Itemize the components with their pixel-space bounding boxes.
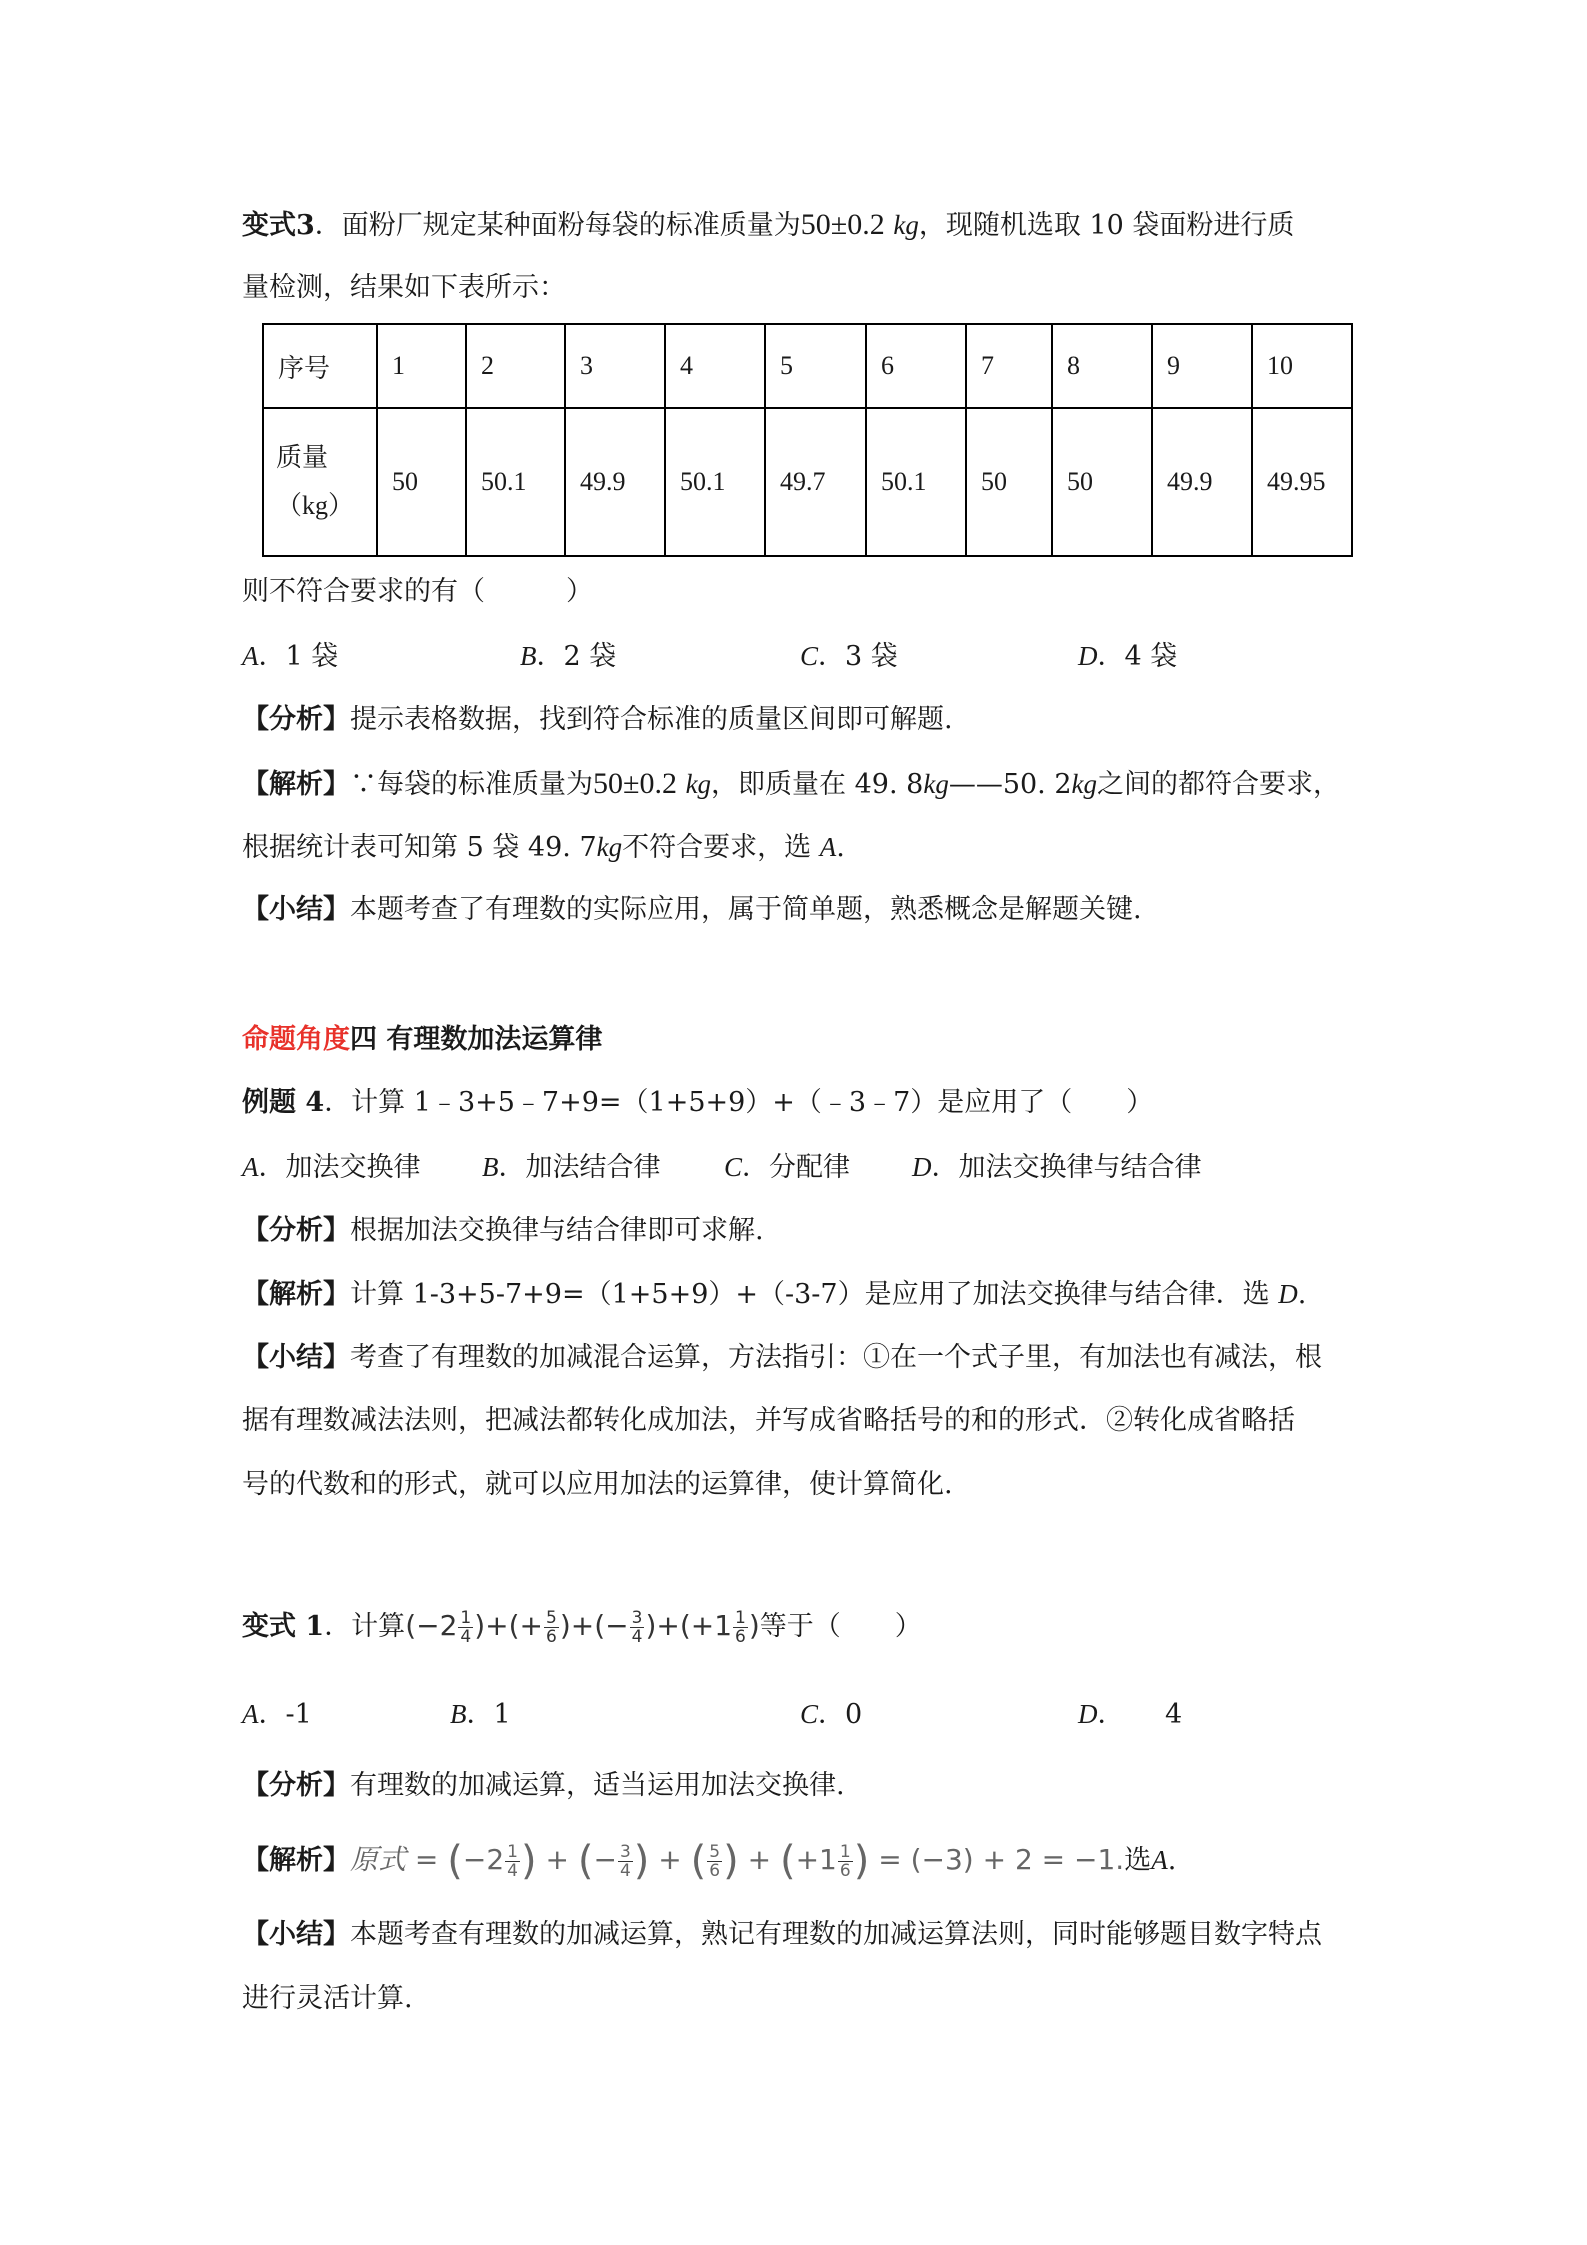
table-cell: 8 [1052, 324, 1152, 408]
section-heading: 命题角度四 有理数加法运算律 [242, 1024, 603, 1055]
table-cell: 49.9 [1152, 408, 1252, 556]
table-header-cell: 质量 （kg） [263, 408, 377, 556]
table-cell: 49.7 [765, 408, 866, 556]
option-b: B．2 袋 [520, 641, 617, 672]
option-a: A．加法交换律 [242, 1152, 421, 1183]
option-c: C．3 袋 [800, 641, 898, 672]
table-cell: 5 [765, 324, 866, 408]
table-row [263, 408, 1352, 556]
summary-line1: 【小结】本题考查有理数的加减运算，熟记有理数的加减运算法则，同时能够题目数字特点 [242, 1919, 1322, 1950]
option-c: C．0 [800, 1699, 863, 1730]
option-c: C．分配律 [724, 1152, 851, 1183]
mass-table [262, 323, 1353, 557]
solution-line: 【解析】原式 = (−2 $\frac{1}{4}$ ) + (− $\frac{3}{4}$ ) + ( $\frac{5}{6}$ ) + (+1 $\frac{1}{6}$ ) = (−3) + 2 = −1.选A. [242, 1838, 1177, 1884]
solution-line1: 【解析】∵每袋的标准质量为50±0.2 kg，即质量在 49. 8kg——50. 2kg之间的都符合要求， [242, 767, 1341, 800]
table-cell: 1 [377, 324, 466, 408]
solution-line2: 根据统计表可知第 5 袋 49. 7kg不符合要求，选 A. [242, 832, 845, 863]
mass-spec: 50±0.2 [800, 208, 885, 241]
analysis-line: 【分析】有理数的加减运算，适当运用加法交换律. [242, 1770, 845, 1801]
summary-line2: 进行灵活计算. [242, 1983, 413, 2014]
table-cell: 3 [565, 324, 665, 408]
table-cell: 50.1 [866, 408, 966, 556]
table-header-cell: 序号 [263, 324, 377, 408]
table-cell: 10 [1252, 324, 1352, 408]
summary-line2: 据有理数减法法则，把减法都转化成加法，并写成省略括号的和的形式．②转化成省略括 [242, 1405, 1295, 1436]
summary-line3: 号的代数和的形式，就可以应用加法的运算律，使计算简化. [242, 1469, 953, 1500]
table-cell: 49.95 [1252, 408, 1352, 556]
problem-variant3-line2: 量检测，结果如下表所示： [242, 272, 566, 303]
table-cell: 50.1 [466, 408, 565, 556]
solution-line: 【解析】计算 1-3+5-7+9=（1+5+9）+（-3-7）是应用了加法交换律与结合律．选 D. [242, 1279, 1307, 1310]
table-cell: 50 [966, 408, 1052, 556]
table-cell: 6 [866, 324, 966, 408]
option-a: A．1 袋 [242, 641, 339, 672]
option-d: D． 4 [1078, 1699, 1183, 1730]
summary-line: 【小结】本题考查了有理数的实际应用，属于简单题，熟悉概念是解题关键. [242, 894, 1142, 925]
table-cell: 7 [966, 324, 1052, 408]
example4-question: 例题 4．计算 1﹣3+5﹣7+9=（1+5+9）+（﹣3﹣7）是应用了（ ） [242, 1087, 1154, 1118]
analysis-line: 【分析】提示表格数据，找到符合标准的质量区间即可解题. [242, 704, 953, 735]
table-cell: 4 [665, 324, 765, 408]
option-d: D．4 袋 [1078, 641, 1178, 672]
expression: (−2 $\frac{1}{4}$ )+(+ $\frac{5}{6}$ )+(− $\frac{3}{4}$ )+(+1 $\frac{1}{6}$ ) [405, 1607, 760, 1647]
option-d: D．加法交换律与结合律 [912, 1152, 1202, 1183]
option-b: B．加法结合律 [482, 1152, 661, 1183]
variant1-question: 变式 1．计算(−2 $\frac{1}{4}$ )+(+ $\frac{5}{6}$ )+(− $\frac{3}{4}$ )+(+1 $\frac{1}{6}$ )等于（ ） [242, 1607, 922, 1647]
variant3-label: 变式3 [242, 210, 315, 241]
question-text: 则不符合要求的有（ ） [242, 576, 593, 607]
table-cell: 50 [377, 408, 466, 556]
table-cell: 2 [466, 324, 565, 408]
table-cell: 9 [1152, 324, 1252, 408]
table-row [263, 324, 1352, 408]
option-a: A．-1 [242, 1699, 312, 1730]
option-b: B．1 [450, 1699, 511, 1730]
analysis-line: 【分析】根据加法交换律与结合律即可求解. [242, 1215, 764, 1246]
problem-variant3-line1: 变式3．面粉厂规定某种面粉每袋的标准质量为50±0.2 kg，现随机选取 10 袋面粉进行质 [242, 208, 1295, 241]
table-cell: 49.9 [565, 408, 665, 556]
summary-line1: 【小结】考查了有理数的加减混合运算，方法指引：①在一个式子里，有加法也有减法，根 [242, 1342, 1322, 1373]
table-cell: 50.1 [665, 408, 765, 556]
table-cell: 50 [1052, 408, 1152, 556]
